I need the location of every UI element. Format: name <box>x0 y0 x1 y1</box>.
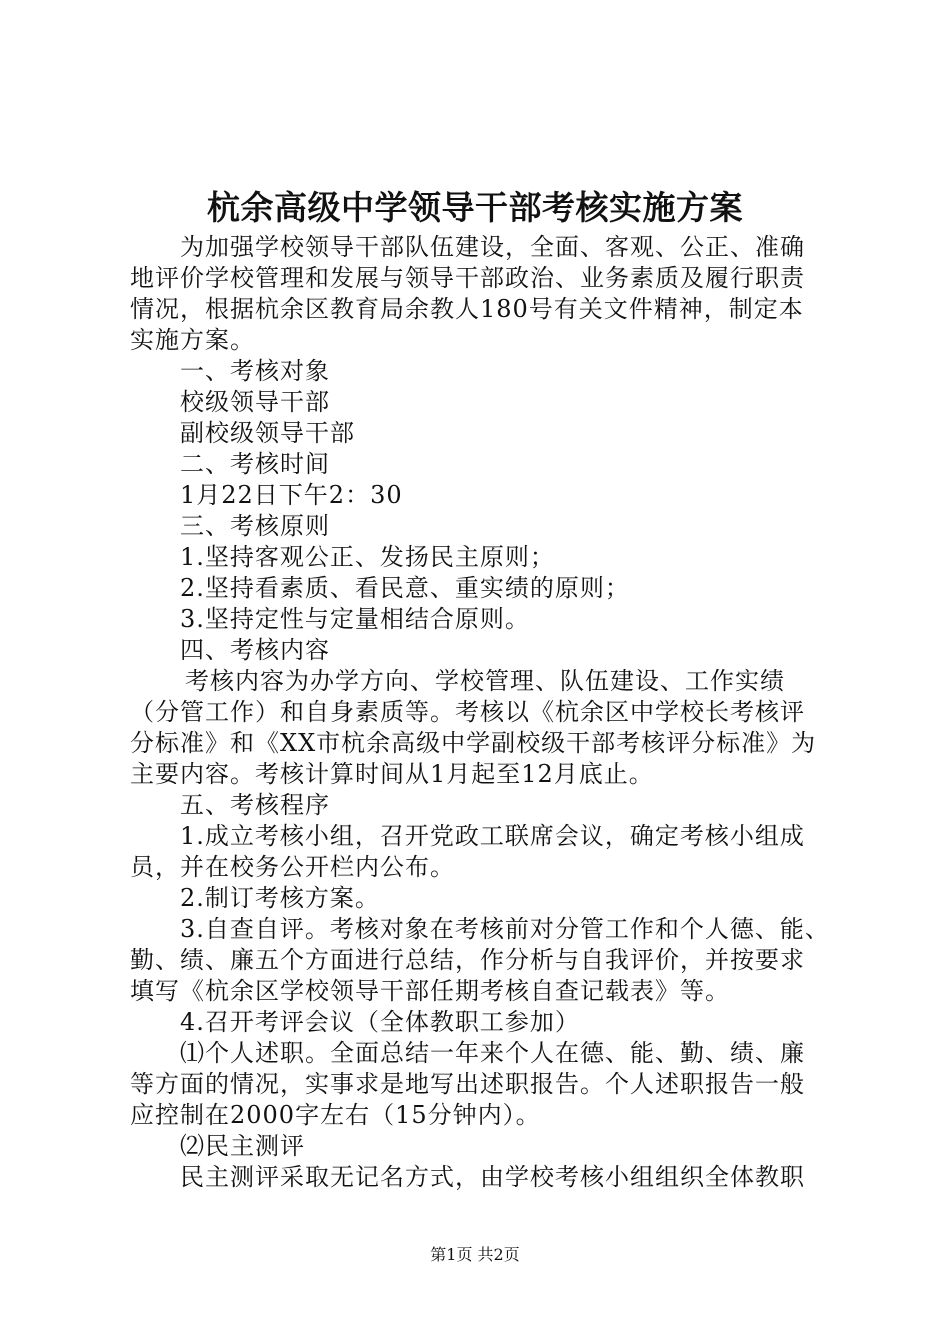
document-title: 杭余高级中学领导干部考核实施方案 <box>207 188 743 227</box>
paragraph-line: （分管工作）和自身素质等。考核以《杭余区中学校长考核评 <box>130 698 805 726</box>
list-item: 2.坚持看素质、看民意、重实绩的原则； <box>180 574 630 602</box>
document-body <box>130 232 830 1193</box>
paragraph-line: 3.自查自评。考核对象在考核前对分管工作和个人德、能、 <box>180 915 830 943</box>
list-item: 2.制订考核方案。 <box>180 884 380 912</box>
paragraph-line: 分标准》和《XX市杭余高级中学副校级干部考核评分标准》为 <box>130 729 817 757</box>
list-item: 1月22日下午2：30 <box>180 481 403 509</box>
paragraph-line: 填写《杭余区学校领导干部任期考核自查记载表》等。 <box>130 977 730 1005</box>
section-heading: 四、考核内容 <box>180 636 330 664</box>
section-heading: 二、考核时间 <box>180 450 330 478</box>
paragraph-line: 情况，根据杭余区教育局余教人180号有关文件精神，制定本 <box>130 295 804 323</box>
list-item: 1.坚持客观公正、发扬民主原则； <box>180 543 555 571</box>
paragraph-line: 为加强学校领导干部队伍建设，全面、客观、公正、准确 <box>180 233 805 261</box>
paragraph-line: 考核内容为办学方向、学校管理、队伍建设、工作实绩 <box>185 667 785 695</box>
section-heading: 五、考核程序 <box>180 791 330 819</box>
paragraph-line: 地评价学校管理和发展与领导干部政治、业务素质及履行职责 <box>130 264 805 292</box>
paragraph-line: 民主测评采取无记名方式，由学校考核小组组织全体教职 <box>180 1163 805 1191</box>
paragraph-line: 等方面的情况，实事求是地写出述职报告。个人述职报告一般 <box>130 1070 805 1098</box>
section-heading: 一、考核对象 <box>180 357 330 385</box>
page-footer: 第1页 共2页 <box>430 1245 520 1264</box>
list-item: 4.召开考评会议（全体教职工参加） <box>180 1008 580 1036</box>
list-item: ⑵民主测评 <box>180 1132 305 1160</box>
paragraph-line: 实施方案。 <box>130 326 255 354</box>
list-item: 3.坚持定性与定量相结合原则。 <box>180 605 530 633</box>
list-item: 副校级领导干部 <box>180 419 355 447</box>
paragraph-line: 勤、绩、廉五个方面进行总结，作分析与自我评价，并按要求 <box>130 946 805 974</box>
paragraph-line: 1.成立考核小组，召开党政工联席会议，确定考核小组成 <box>180 822 805 850</box>
paragraph-line: 主要内容。考核计算时间从1月起至12月底止。 <box>130 760 654 788</box>
list-item: 校级领导干部 <box>180 388 330 416</box>
section-heading: 三、考核原则 <box>180 512 330 540</box>
paragraph-line: 员，并在校务公开栏内公布。 <box>130 853 455 881</box>
paragraph-line: 应控制在2000字左右（15分钟内）。 <box>130 1101 541 1129</box>
paragraph-line: ⑴个人述职。全面总结一年来个人在德、能、勤、绩、廉 <box>180 1039 805 1067</box>
